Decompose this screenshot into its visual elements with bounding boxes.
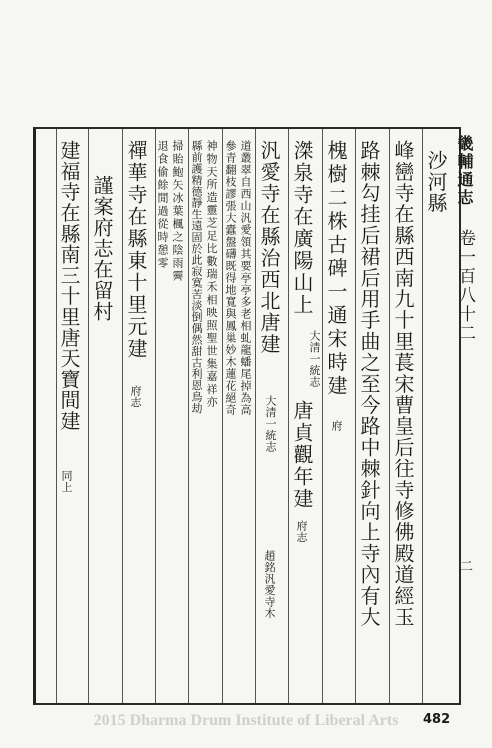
column-rule xyxy=(88,129,89,703)
county-title: 沙河縣 xyxy=(424,150,448,214)
text-column: 槐樹二株古碑一通宋時建 xyxy=(324,140,348,399)
note-column: 謹案府志在留村 xyxy=(90,175,114,322)
text-column: 建福寺在縣南三十里唐天寶間建 xyxy=(57,140,81,432)
column-rule xyxy=(222,129,223,703)
text-column: 滐泉寺在廣陽山上 xyxy=(290,140,314,316)
poem-column: 道叢翠自西山汎愛領其要亭亭多老相虬龍蟠尾掉為高 xyxy=(239,140,252,416)
annotation: 府志 xyxy=(295,520,308,543)
volume-label: 卷一百八十二 xyxy=(455,229,475,343)
column-rule xyxy=(322,129,323,703)
annotation: 府 xyxy=(330,420,343,432)
column-rule xyxy=(422,129,423,703)
column-rule xyxy=(389,129,390,703)
column-rule xyxy=(288,129,289,703)
text-column: 汎愛寺在縣治西北唐建 xyxy=(257,140,281,355)
column-rule xyxy=(255,129,256,703)
annotation: 府志 xyxy=(129,385,142,408)
annotation: 大清一統志 xyxy=(308,330,321,388)
text-column: 唐貞觀年建 xyxy=(290,400,314,510)
annotation: 同上 xyxy=(60,470,73,493)
watermark: 2015 Dharma Drum Institute of Liberal Arts xyxy=(93,712,399,729)
page-number: 482 xyxy=(423,712,451,727)
book-title: 畿輔通志 xyxy=(455,135,474,207)
poem-column: 退食偷餘閒過從時憩零 xyxy=(156,140,169,270)
poem-column: 縣前護精德靜生遠固於此寂寞苦淡倒偶然甜古利恩鳥劫 xyxy=(190,140,203,414)
annotation: 趙銘汎愛寺木 xyxy=(263,550,276,619)
column-rule xyxy=(188,129,189,703)
poem-column: 參青翻枝謬張大蠹盤礴既得地寬與鳳巢妙木蓮花絕奇 xyxy=(224,140,237,416)
annotation: 大清一統志 xyxy=(264,395,277,453)
leaf-mark: 二 xyxy=(457,559,472,572)
text-column: 路棘勾挂后裙后用手曲之至今路中棘針向上寺內有大 xyxy=(357,140,381,628)
column-rule xyxy=(122,129,123,703)
poem-column: 掃貽鮑矢冰葉楓之陰雨霽 xyxy=(171,140,184,283)
page-margin xyxy=(452,129,476,703)
text-column: 峰巒寺在縣西南九十里萇宋曹皇后往寺修佛殿道經玉 xyxy=(391,140,415,628)
poem-column: 神物天所造靈芝足比數瑞禾相映照聖世集嘉祥亦 xyxy=(205,140,218,409)
column-rule xyxy=(355,129,356,703)
text-column: 禪華寺在縣東十里元建 xyxy=(124,140,148,360)
